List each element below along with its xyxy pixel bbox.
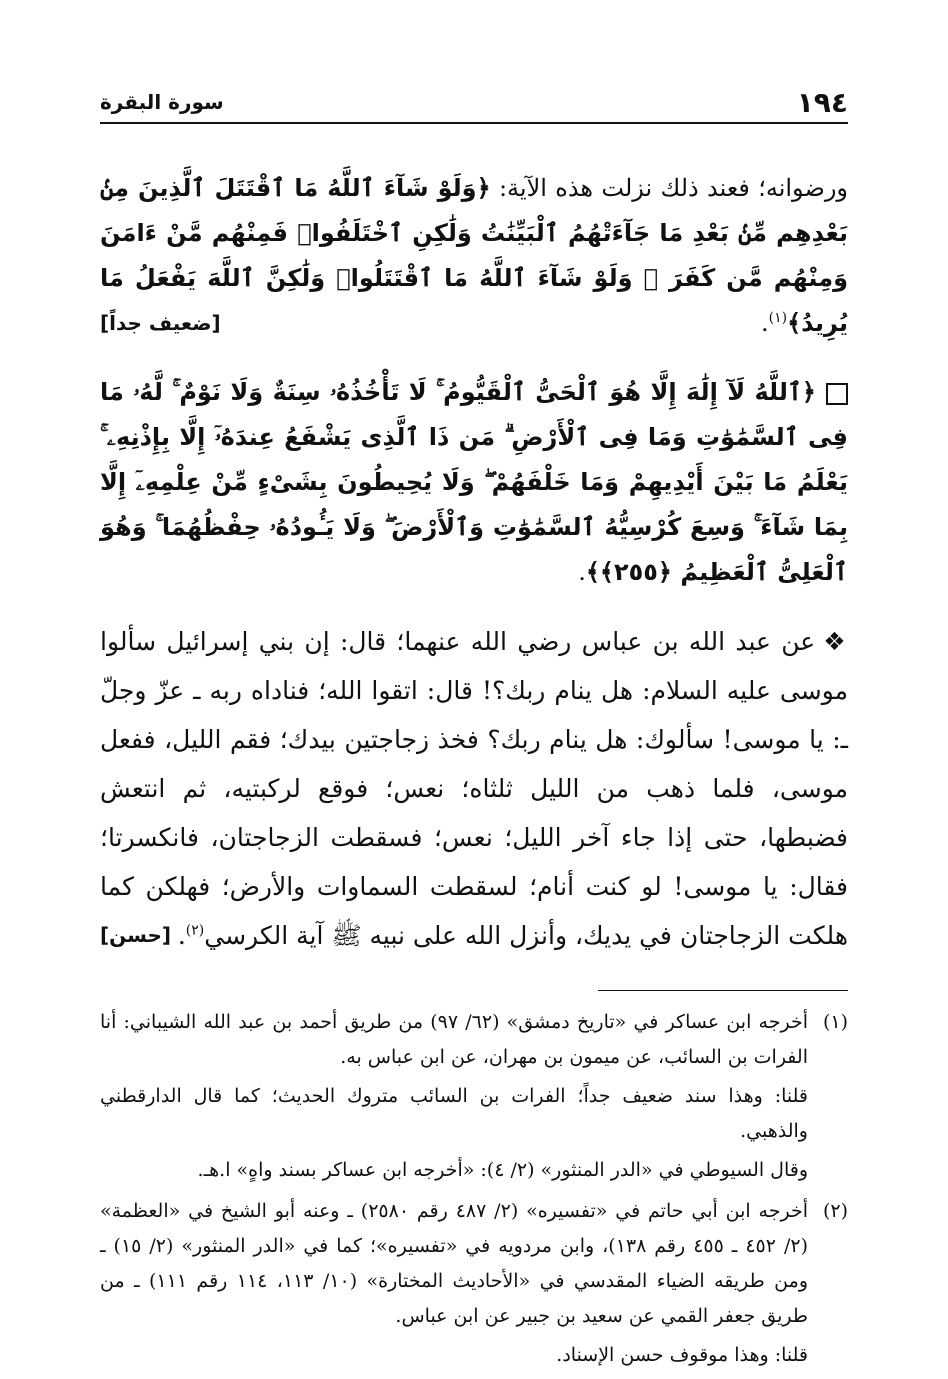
- footnote-2: [100, 1194, 848, 1373]
- quran-verse-2-253: ﴿وَلَوْ شَآءَ ٱللَّهُ مَا ٱقْتَتَلَ ٱلَّذِينَ مِنۢ بَعْدِهِم مِّنۢ بَعْدِ مَا جَآءَتْهُمُ ٱلْبَيِّنَٰتُ وَلَٰكِنِ ٱخْتَلَفُوا۟ فَمِنْهُم مَّنْ ءَامَنَ وَمِنْهُم مَّن كَفَرَ ۚ وَلَوْ شَآءَ ٱللَّهُ مَا ٱقْتَتَلُوا۟ وَلَٰكِنَّ ٱللَّهَ يَفْعَلُ مَا يُرِيدُ﴾: [100, 174, 848, 337]
- quran-verse-ayat-al-kursi: ﴿ٱللَّهُ لَآ إِلَٰهَ إِلَّا هُوَ ٱلْحَىُّ ٱلْقَيُّومُ ۚ لَا تَأْخُذُهُۥ سِنَةٌ وَلَا نَوْمٌ ۚ لَّهُۥ مَا فِى ٱلسَّمَٰوَٰتِ وَمَا فِى ٱلْأَرْضِ ۗ مَن ذَا ٱلَّذِى يَشْفَعُ عِندَهُۥٓ إِلَّا بِإِذْنِهِۦ ۚ يَعْلَمُ مَا بَيْنَ أَيْدِيهِمْ وَمَا خَلْفَهُمْ ۖ وَلَا يُحِيطُونَ بِشَىْءٍ مِّنْ عِلْمِهِۦٓ إِلَّا بِمَا شَآءَ ۚ وَسِعَ كُرْسِيُّهُ ٱلسَّمَٰوَٰتِ وَٱلْأَرْضَ ۖ وَلَا يَـُٔودُهُۥ حِفْظُهُمَا ۚ وَهُوَ ٱلْعَلِىُّ ٱلْعَظِيمُ ﴿٢٥٥﴾﴾: [100, 378, 848, 586]
- footnote-paragraph: قلنا: وهذا سند ضعيف جداً؛ الفرات بن السائب متروك الحديث؛ كما قال الدارقطني والذهبي.: [100, 1085, 808, 1142]
- square-marker-icon: [826, 383, 848, 405]
- grade-label-2: [حسن]: [100, 923, 172, 947]
- footnote-paragraph: أخرجه ابن عساكر في «تاريخ دمشق» (٦٢/ ٩٧) من طريق أحمد بن عبد الله الشيباني: أنا الفرات بن السائب، عن ميمون بن مهران، عن ابن عباس به.: [100, 1011, 808, 1068]
- footnote-separator: [100, 990, 848, 991]
- footnote-separator-line: [598, 990, 848, 991]
- entry-paragraph-2: [100, 370, 848, 595]
- grade-label-1: [ضعيف جداً]: [100, 311, 221, 335]
- hadith-end: .: [177, 921, 186, 950]
- entry1-end: .: [761, 309, 769, 337]
- entry2-end: .: [578, 558, 586, 586]
- entry-paragraph-1: [100, 166, 848, 346]
- footnote-1: [100, 1005, 848, 1188]
- entry1-intro: ورضوانه؛ فعند ذلك نزلت هذه الآية:: [490, 174, 848, 202]
- diamond-bullet-icon: ❖: [823, 627, 848, 656]
- footnote-number: (١): [822, 1011, 848, 1033]
- footnote-body: [100, 1194, 808, 1373]
- footnote-ref-1[interactable]: (١): [768, 310, 788, 326]
- book-page: [100, 84, 848, 1379]
- footnote-paragraph: قلنا: وهذا موقوف حسن الإسناد.: [556, 1344, 808, 1366]
- footnote-body: [100, 1005, 808, 1188]
- hadith-text: عن عبد الله بن عباس رضي الله عنهما؛ قال: إن بني إسرائيل سألوا موسى عليه السلام: هل ينام ربك؟! قال: اتقوا الله؛ فناداه ربه ـ عزّ وجلّ ـ: يا موسى! سألوك: هل ينام ربك؟ فخذ زجاجتين بيدك؛ فقم الليل، ففعل موسى، فلما ذهب من الليل ثلثاه؛ نعس؛ فوقع لركبتيه، ثم انتعش فضبطها، حتى إذا جاء آخر الليل؛ نعس؛ فسقطت الزجاجتان، فانكسرتا؛ فقال: يا موسى! لو كنت أنام؛ لسقطت السماوات والأرض؛ فهلكن كما هلكت الزجاجتان في يديك، وأنزل الله على نبيه ﷺ آية الكرسي: [100, 627, 848, 950]
- hadith-paragraph: [100, 617, 848, 960]
- footnote-number: (٢): [822, 1200, 848, 1222]
- page-number: ١٩٤: [796, 85, 848, 119]
- footnote-paragraph: أخرجه ابن أبي حاتم في «تفسيره» (٢/ ٤٨٧ رقم ٢٥٨٠) ـ وعنه أبو الشيخ في «العظمة» (٢/ ٤٥٢ ـ ٤٥٥ رقم ١٣٨)، وابن مردويه في «تفسيره»؛ كما في «الدر المنثور» (٢/ ١٥) ـ ومن طريقه الضياء المقدسي في «الأحاديث المختارة» (١٠/ ١١٣، ١١٤ رقم ١١١) ـ من طريق جعفر القمي عن سعيد بن جبير عن ابن عباس.: [100, 1200, 808, 1327]
- footnote-paragraph: وقال السيوطي في «الدر المنثور» (٢/ ٤): «أخرجه ابن عساكر بسند واهٍ» ا.هـ.: [197, 1159, 808, 1181]
- footnote-ref-2[interactable]: (٢): [185, 922, 205, 939]
- surah-title: سورة البقرة: [100, 90, 224, 114]
- running-header: [100, 84, 848, 124]
